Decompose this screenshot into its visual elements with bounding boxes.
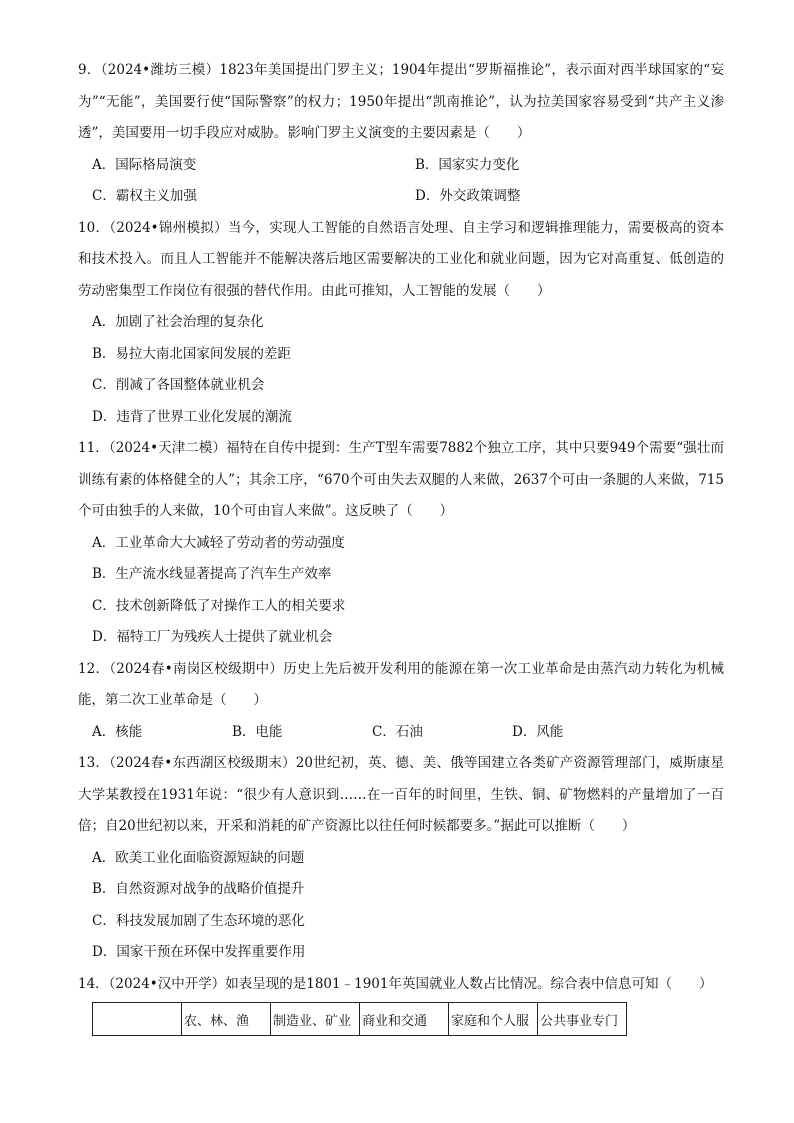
table-header-cell: 商业和交通	[360, 1003, 449, 1036]
option-c[interactable]: C．科技发展加剧了生态环境的恶化	[92, 912, 305, 929]
option-a[interactable]: A．加剧了社会治理的复杂化	[92, 314, 264, 330]
question-stem: 14．（2024•汉中开学）如表呈现的是1801﹣1901年英国就业人数占比情况。综合表中信息可知（ ）	[78, 975, 713, 992]
option-a[interactable]: A．国际格局演变	[92, 156, 197, 173]
question-stem: 10．（2024•锦州模拟）当今，实现人工智能的自然语言处理、自主学习和逻辑推理能力，需要极高的资本和技术投入。而且人工智能并不能解决落后地区需要解决的工业化和就业问题，因为它对高重复、低创造的劳动密集型工作岗位有很强的替代作用。由此可推知，人工智能的发展（ ）	[78, 219, 724, 299]
option-a[interactable]: A．欧美工业化面临资源短缺的问题	[92, 849, 305, 866]
question-10	[78, 213, 724, 434]
question-stem: 9．（2024•潍坊三模）1823年美国提出门罗主义；1904年提出“罗斯福推论”，表示面对西半球国家的“妄为”“无能”，美国要行使“国际警察”的权力；1950年提出“凯南推论”，认为拉美国家容易受到“共产主义渗透”，美国要用一切手段应对威胁。影响门罗主义演变的主要因素是（ ）	[78, 62, 724, 141]
option-c[interactable]: C．技术创新降低了对操作工人的相关要求	[92, 597, 346, 614]
table-header-row	[93, 1003, 627, 1036]
table-header-cell: 公共事业专门	[538, 1003, 627, 1036]
table-header-cell	[93, 1003, 182, 1036]
question-sheet	[78, 55, 724, 1036]
option-c[interactable]: C．霸权主义加强	[92, 188, 197, 204]
option-a[interactable]: A．核能	[92, 723, 143, 740]
options-list	[78, 150, 724, 213]
option-d[interactable]: D．风能	[512, 723, 564, 740]
option-b[interactable]: B．自然资源对战争的战略价值提升	[92, 881, 305, 897]
question-stem: 11．（2024•天津二模）福特在自传中提到：生产T型车需要7882个独立工序，其中只要949个需要“强壮而训练有素的体格健全的人”；其余工序，“670个可由失去双腿的人来做，2637个可由一条腿的人来做，715个可由独手的人来做，10个可由盲人来做”。这反映了（ ）	[78, 440, 724, 519]
employment-table	[92, 1002, 627, 1036]
question-14	[78, 969, 724, 1037]
question-11	[78, 433, 724, 654]
option-b[interactable]: B．生产流水线显著提高了汽车生产效率	[92, 566, 332, 582]
option-d[interactable]: D．违背了世界工业化发展的潮流	[92, 408, 292, 425]
question-9	[78, 55, 724, 213]
question-stem: 13．（2024春•东西湖区校级期末）20世纪初，英、德、美、俄等国建立各类矿产资源管理部门，威斯康星大学某教授在1931年说：“很少有人意识到……在一百年的时间里，生铁、铜、矿物燃料的产量增加了一百倍；自20世纪初以来，开采和消耗的矿产资源比以往任何时候都要多。”据此可以推断（ ）	[78, 755, 724, 834]
option-b[interactable]: B．易拉大南北国家间发展的差距	[92, 345, 291, 362]
option-c[interactable]: C．削减了各国整体就业机会	[92, 377, 265, 393]
table-header-cell: 家庭和个人服	[449, 1003, 538, 1036]
question-12	[78, 654, 724, 749]
option-d[interactable]: D．福特工厂为残疾人士提供了就业机会	[92, 629, 333, 645]
question-stem: 12．（2024春•南岗区校级期中）历史上先后被开发利用的能源在第一次工业革命是由蒸汽动力转化为机械能，第二次工业革命是（ ）	[78, 660, 724, 708]
option-d[interactable]: D．国家干预在环保中发挥重要作用	[92, 944, 306, 960]
table-header-cell: 农、林、渔	[182, 1003, 271, 1036]
option-b[interactable]: B．电能	[232, 723, 283, 740]
option-c[interactable]: C．石油	[372, 723, 423, 740]
option-d[interactable]: D．外交政策调整	[415, 188, 521, 204]
option-a[interactable]: A．工业革命大大减轻了劳动者的劳动强度	[92, 534, 345, 551]
options-list	[78, 717, 724, 749]
question-13	[78, 748, 724, 969]
option-b[interactable]: B．国家实力变化	[415, 156, 520, 173]
table-header-cell: 制造业、矿业	[271, 1003, 360, 1036]
